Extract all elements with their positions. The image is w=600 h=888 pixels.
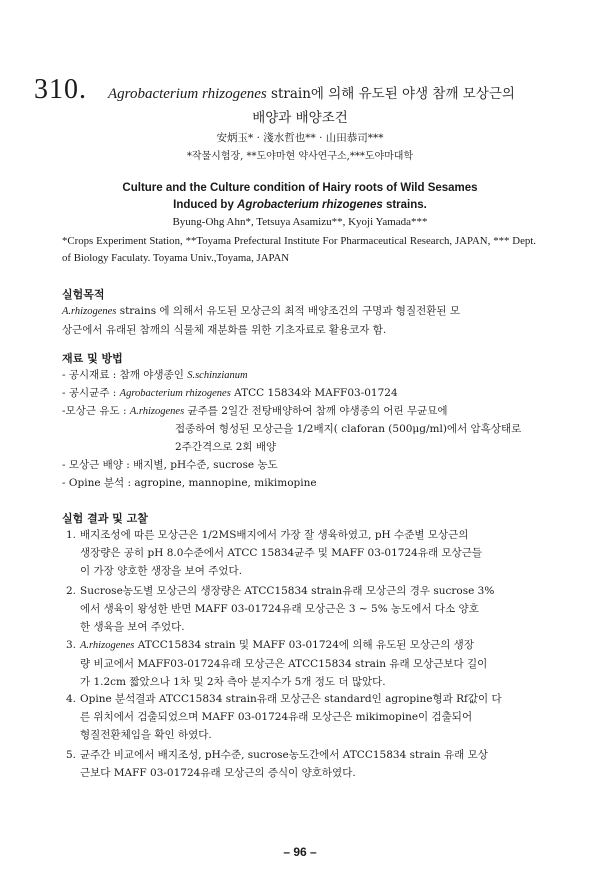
result-3-italic: A.rhizogenes: [80, 640, 135, 651]
authors-en: Byung-Ohg Ahn*, Tetsuya Asamizu**, Kyoji Yamada***: [172, 216, 428, 228]
result-item-5: [66, 746, 540, 782]
result-2-line3: 한 생육을 보여 주었다.: [80, 621, 185, 633]
result-4-line1: Opine 분석결과 ATCC15834 strain유래 모상근은 standard인 agropine형과 Rf값이 다: [80, 693, 502, 705]
purpose-line1: [62, 302, 538, 321]
methods-heading: 재료 및 방법: [62, 352, 123, 365]
methods-item-opine: - Opine 분석 : agropine, mannopine, mikimopine: [62, 477, 317, 489]
result-1-line3: 이 가장 양호한 생장을 보여 주었다.: [80, 565, 243, 577]
result-1-number: 1.: [66, 529, 77, 541]
title-en-prefix: Induced by: [173, 199, 238, 211]
result-item-2: [66, 582, 540, 636]
result-4-line2: 른 위치에서 검출되었으며 MAFF 03-01724유래 모상근은 mikimopine이 검출되어: [80, 711, 473, 723]
methods-item2-prefix: - 공시균주 :: [62, 387, 120, 399]
methods-item2-italic: Agrobacterium rhizogenes: [119, 388, 231, 399]
result-5-line1: 균주간 비교에서 배지조성, pH수준, sucrose농도간에서 ATCC15834 strain 유래 모상: [80, 749, 488, 761]
title-en-line1: Culture and the Culture condition of Hairy roots of Wild Sesames: [122, 182, 478, 194]
result-1-line2: 생장량은 공히 pH 8.0수준에서 ATCC 15834균주 및 MAFF 03-01724유래 모상근들: [80, 547, 483, 559]
purpose-line2: 상근에서 유래된 참깨의 식물체 재분화를 위한 기초자료로 활용코자 함.: [62, 324, 387, 336]
result-4-number: 4.: [66, 693, 77, 705]
results-heading: 실험 결과 및 고찰: [62, 512, 148, 525]
result-3-line1-rest: ATCC15834 strain 및 MAFF 03-01724에 의해 유도된 모상근의 생장: [134, 639, 474, 651]
methods-item-strain: [62, 384, 542, 403]
result-1-line1: 배지조성에 따른 모상근은 1/2MS배지에서 가장 잘 생육하였고, pH 수준별 모상근의: [80, 529, 469, 541]
title-italic: Agrobacterium rhizogenes: [108, 86, 267, 102]
result-4-line3: 형질전환체임을 확인 하였다.: [80, 729, 212, 741]
result-3-line3: 가 1.2cm 짧았으나 1차 및 2차 측아 분지수가 5개 정도 더 많았다.: [80, 676, 386, 688]
result-2-line2: 에서 생육이 왕성한 반면 MAFF 03-01724유래 모상근은 3 ∼ 5% 농도에서 다소 양호: [80, 603, 479, 615]
result-3-line2: 량 비교에서 MAFF03-01724유래 모상근은 ATCC15834 strain 유래 모상근보다 길이: [80, 658, 488, 670]
purpose-paragraph: [62, 302, 538, 339]
methods-item-induction: [62, 402, 542, 421]
title-en-suffix: strains.: [382, 199, 427, 211]
result-3-number: 3.: [66, 639, 77, 651]
methods-item2-suffix: ATCC 15834와 MAFF03-01724: [230, 387, 398, 399]
result-3-line1: [80, 636, 540, 655]
purpose-line1-rest: strains 에 의해서 유도된 모상근의 최적 배양조건의 구명과 형질전환된 모: [116, 305, 460, 317]
result-5-number: 5.: [66, 749, 77, 761]
title-ko-line2: 배양과 배양조건: [252, 110, 348, 126]
methods-item3-prefix: -모상근 유도 :: [62, 405, 130, 417]
abstract-number: 310.: [34, 74, 87, 105]
authors-ko: 安炳玉* · 淺水哲也** · 山田恭司***: [216, 132, 384, 144]
affiliation-ko: *작물시험장, **도야마현 약사연구소,***도야마대학: [186, 151, 414, 162]
result-item-1: [66, 526, 540, 580]
result-2-line1: Sucrose농도별 모상근의 생장량은 ATCC15834 strain유래 모상근의 경우 sucrose 3%: [80, 585, 495, 597]
result-2-number: 2.: [66, 585, 77, 597]
methods-item-induction-line3: 2주간격으로 2회 배양: [175, 441, 277, 453]
methods-item1-italic: S.schinzianum: [187, 370, 248, 381]
result-item-4: [66, 690, 540, 744]
methods-item1-prefix: - 공시재료 : 참깨 야생종인: [62, 369, 188, 381]
purpose-heading: 실험목적: [62, 288, 105, 301]
title-en-line2: [0, 199, 600, 211]
result-5-line2: 근보다 MAFF 03-01724유래 모상근의 증식이 양호하였다.: [80, 767, 356, 779]
page-number: – 96 –: [283, 845, 317, 859]
result-item-3: [66, 636, 540, 691]
affiliation-en: *Crops Experiment Station, **Toyama Prefectural Institute For Pharmaceutical Research, JAPAN, *** Dept. of Biology Faculaty. Toyama Univ.,Toyama, JAPAN: [62, 235, 536, 264]
methods-item3-italic: A.rhizogenes: [129, 406, 185, 417]
methods-item-material: [62, 366, 542, 385]
title-rest: strain에 의해 유도된 야생 참깨 모상근의: [266, 86, 515, 102]
methods-item3-suffix: 균주를 2일간 전탕배양하여 참깨 야생종의 어린 무균묘에: [184, 405, 448, 417]
methods-item-culture: - 모상근 배양 : 배지별, pH수준, sucrose 농도: [62, 459, 278, 471]
purpose-italic: A.rhizogenes: [62, 306, 117, 317]
title-en-italic: Agrobacterium rhizogenes: [237, 199, 383, 211]
methods-item-induction-line2: 접종하여 형성된 모상근을 1/2배지( claforan (500μg/ml)에서 암흑상태로: [175, 423, 522, 435]
title-ko-line1: [108, 82, 578, 103]
